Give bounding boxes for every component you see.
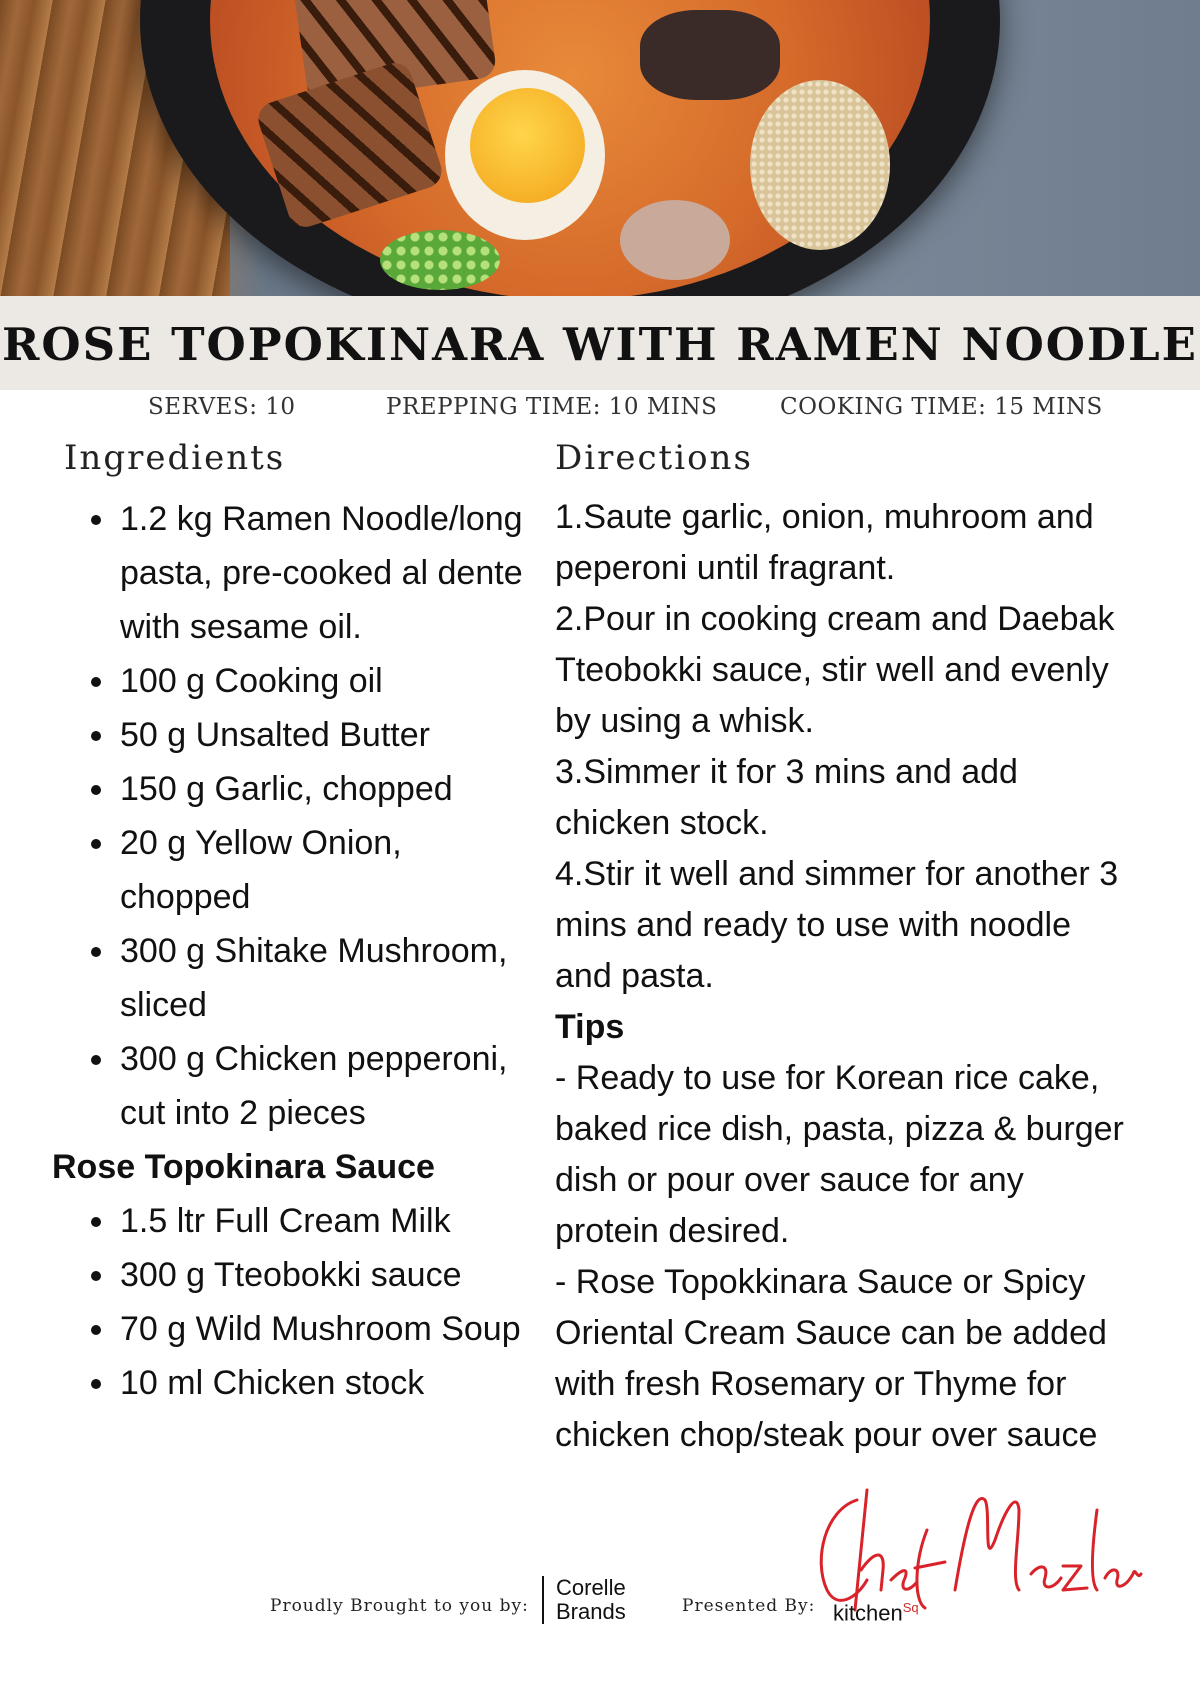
list-item: • 20 g Yellow Onion, chopped xyxy=(118,816,532,924)
cooking-time-label: COOKING TIME: 15 MINS xyxy=(780,394,1103,420)
direction-step: 1.Saute garlic, onion, muhroom and peperoni until fragrant. xyxy=(555,498,1094,587)
list-item: • 1.2 kg Ramen Noodle/long pasta, pre-cooked al dente with sesame oil. xyxy=(118,492,532,654)
brought-by-label: Proudly Brought to you by: xyxy=(270,1596,529,1616)
corelle-line1: Corelle xyxy=(556,1575,626,1600)
direction-step: 3.Simmer it for 3 mins and add chicken stock. xyxy=(555,753,1018,842)
tip-item: - Rose Topokkinara Sauce or Spicy Oriental Cream Sauce can be added with fresh Rosemary or Thyme for chicken chop/steak pour over sauce xyxy=(555,1263,1107,1454)
list-item: • 300 g Chicken pepperoni, cut into 2 pieces xyxy=(118,1032,532,1140)
sesame-seeds xyxy=(750,80,890,250)
directions-list xyxy=(555,492,1135,1461)
list-item: • 100 g Cooking oil xyxy=(118,654,532,708)
directions-heading: Directions xyxy=(555,438,753,478)
ingredients-list xyxy=(52,492,532,1410)
direction-step: 4.Stir it well and simmer for another 3 mins and ready to use with noodle and pasta. xyxy=(555,855,1119,995)
direction-step: 2.Pour in cooking cream and Daebak Tteobokki sauce, stir well and evenly by using a whisk. xyxy=(555,600,1115,740)
tip-item: - Ready to use for Korean rice cake, baked rice dish, pasta, pizza & burger dish or pour over sauce for any protein desired. xyxy=(555,1059,1124,1250)
list-item: • 300 g Tteobokki sauce xyxy=(118,1248,532,1302)
mushroom xyxy=(620,200,730,280)
serves-label: SERVES: 10 xyxy=(148,394,296,420)
kitchen-text: kitchen xyxy=(833,1600,903,1626)
list-item: • 70 g Wild Mushroom Soup xyxy=(118,1302,532,1356)
list-item: • 150 g Garlic, chopped xyxy=(118,762,532,816)
tips-heading: Tips xyxy=(555,1008,625,1046)
main-ingredients xyxy=(52,492,532,1140)
list-item: • 1.5 ltr Full Cream Milk xyxy=(118,1194,532,1248)
kitchen-sq-logo xyxy=(833,1600,919,1626)
presented-by-label: Presented By: xyxy=(682,1596,816,1616)
spring-onion xyxy=(380,230,500,290)
egg-yolk xyxy=(470,88,585,203)
chef-signature xyxy=(805,1470,1145,1620)
sauce-heading: Rose Topokinara Sauce xyxy=(52,1148,435,1186)
ingredients-heading: Ingredients xyxy=(64,438,286,478)
hero-photo xyxy=(0,0,1200,296)
corelle-brands-logo xyxy=(542,1576,626,1624)
sauce-ingredients xyxy=(52,1194,532,1410)
prep-time-label: PREPPING TIME: 10 MINS xyxy=(386,394,718,420)
recipe-title: ROSE TOPOKINARA WITH RAMEN NOODLE xyxy=(2,318,1198,371)
mushroom xyxy=(640,10,780,100)
kitchen-sup: Sq xyxy=(902,1600,919,1615)
list-item: • 10 ml Chicken stock xyxy=(118,1356,532,1410)
list-item: • 300 g Shitake Mushroom, sliced xyxy=(118,924,532,1032)
list-item: • 50 g Unsalted Butter xyxy=(118,708,532,762)
corelle-line2: Brands xyxy=(556,1599,626,1624)
